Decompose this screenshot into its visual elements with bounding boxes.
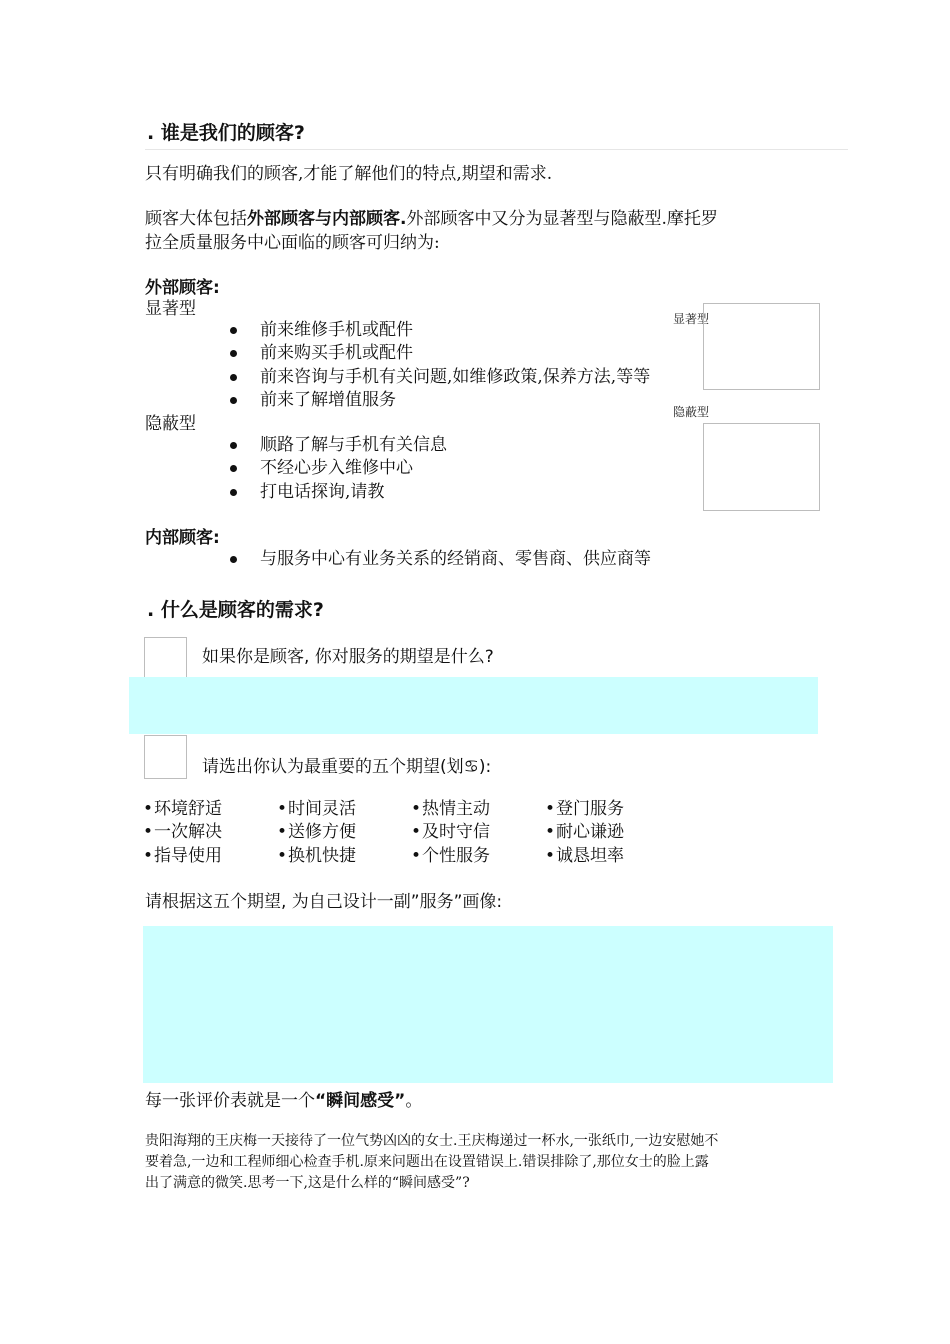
bullet-icon (230, 350, 237, 357)
expectation-option[interactable]: • 及时守信 (411, 821, 545, 844)
customer-types-paragraph-line2: 拉全质量服务中心面临的顾客可归纳为: (145, 233, 440, 253)
expectation-option[interactable]: • 登门服务 (545, 798, 679, 821)
list-item: 前来了解增值服务 (260, 389, 650, 412)
question1-icon-box (144, 637, 187, 681)
hidden-picture-caption: 隐蔽型 (673, 405, 710, 419)
expectation-option[interactable]: • 一次解决 (143, 821, 277, 844)
moment-line-end: 。 (405, 1091, 423, 1111)
story-line: 出了满意的微笑.思考一下,这是什么样的“瞬间感受”? (145, 1175, 470, 1191)
list-item: 顺路了解与手机有关信息 (260, 434, 447, 457)
expectation-option[interactable]: • 换机快捷 (277, 845, 411, 868)
list-item: 前来购买手机或配件 (260, 342, 650, 365)
obvious-type-list (260, 319, 650, 412)
bullet-icon (230, 489, 237, 496)
expectation-option[interactable]: • 耐心谦逊 (545, 821, 679, 844)
bullet-icon (230, 397, 237, 404)
internal-customers-heading: 内部顾客: (145, 528, 220, 548)
design-prompt: 请根据这五个期望, 为自己设计一副”服务”画像: (145, 892, 503, 912)
expectation-option[interactable]: • 送修方便 (277, 821, 411, 844)
question2-text: 请选出你认为最重要的五个期望(划♋): (202, 757, 492, 777)
hidden-picture-frame (703, 423, 820, 511)
expectation-option[interactable]: • 时间灵活 (277, 798, 411, 821)
customer-types-lead: 顾客大体包括 (145, 209, 247, 229)
question2-icon-box (144, 735, 187, 779)
expectation-option[interactable]: • 指导使用 (143, 845, 277, 868)
external-customers-heading: 外部顾客: (145, 278, 220, 298)
answer1-area[interactable] (129, 677, 818, 734)
expectation-option[interactable]: • 热情主动 (411, 798, 545, 821)
expectation-option[interactable]: • 诚恳坦率 (545, 845, 679, 868)
obvious-picture-frame (703, 303, 820, 390)
moment-term: “瞬间感受” (315, 1091, 406, 1111)
expectation-option[interactable]: • 个性服务 (411, 845, 545, 868)
story-line: 贵阳海翔的王庆梅一天接待了一位气势凶凶的女士.王庆梅递过一杯水,一张纸巾,一边安慰她不 (145, 1133, 719, 1149)
bullet-icon (230, 327, 237, 334)
internal-type-list (260, 548, 651, 571)
list-item: 与服务中心有业务关系的经销商、零售商、供应商等 (260, 548, 651, 571)
bullet-icon (230, 374, 237, 381)
moment-line-lead: 每一张评价表就是一个 (145, 1091, 315, 1111)
hidden-type-list (260, 434, 447, 504)
list-item: 打电话探询,请教 (260, 481, 447, 504)
intro-paragraph: 只有明确我们的顾客,才能了解他们的特点,期望和需求. (145, 164, 553, 184)
section-title-needs: . 什么是顾客的需求? (147, 599, 324, 621)
story-line: 要着急,一边和工程师细心检查手机.原来问题出在设置错误上.错误排除了,那位女士的脸上露 (145, 1154, 709, 1170)
obvious-picture-caption: 显著型 (673, 312, 710, 326)
list-item: 不经心步入维修中心 (260, 457, 447, 480)
bullet-icon (230, 556, 237, 563)
title-divider (145, 149, 848, 150)
answer2-area[interactable] (143, 926, 833, 1083)
expectations-grid (143, 798, 679, 868)
bullet-icon (230, 465, 237, 472)
customer-types-bold: 外部顾客与内部顾客. (247, 209, 407, 229)
list-item: 前来维修手机或配件 (260, 319, 650, 342)
customer-types-paragraph-line1 (145, 208, 718, 231)
bullet-icon (230, 442, 237, 449)
section-title-customers: . 谁是我们的顾客? (147, 122, 305, 144)
customer-types-rest: 外部顾客中又分为显著型与隐蔽型.摩托罗 (406, 209, 718, 229)
question1-text: 如果你是顾客, 你对服务的期望是什么? (202, 647, 494, 667)
list-item: 前来咨询与手机有关问题,如维修政策,保养方法,等等 (260, 366, 650, 389)
expectation-option[interactable]: • 环境舒适 (143, 798, 277, 821)
obvious-type-label: 显著型 (145, 299, 196, 319)
hidden-type-label: 隐蔽型 (145, 414, 196, 434)
moment-line (145, 1090, 422, 1113)
story-paragraph (145, 1131, 718, 1194)
